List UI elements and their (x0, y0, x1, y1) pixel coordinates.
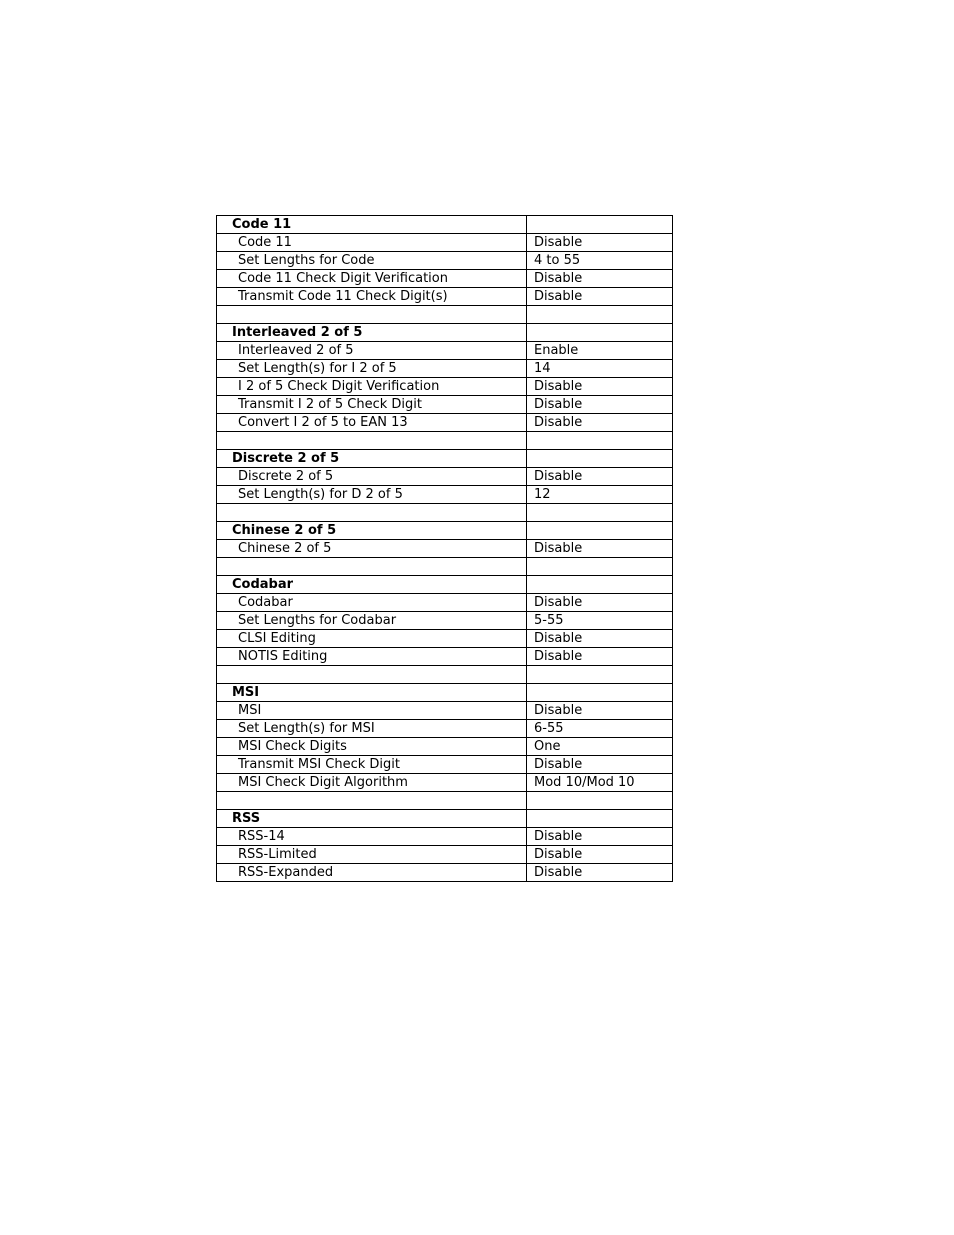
parameter-default: Enable (527, 342, 673, 360)
section-title-value-cell (527, 216, 673, 234)
table-row (217, 414, 673, 432)
parameter-default: Disable (527, 270, 673, 288)
section-heading-row-chinese-2-of-5 (217, 522, 673, 540)
empty-cell (527, 666, 673, 684)
parameter-name: CLSI Editing (217, 630, 527, 648)
empty-cell (527, 306, 673, 324)
parameter-name: Set Length(s) for MSI (217, 720, 527, 738)
empty-cell (217, 504, 527, 522)
empty-cell (527, 504, 673, 522)
empty-cell (217, 792, 527, 810)
parameter-name: MSI Check Digit Algorithm (217, 774, 527, 792)
table-row (217, 468, 673, 486)
parameter-default: Disable (527, 828, 673, 846)
parameter-name: Code 11 Check Digit Verification (217, 270, 527, 288)
section-heading-row-msi (217, 684, 673, 702)
parameter-default: Disable (527, 468, 673, 486)
table-row (217, 288, 673, 306)
parameter-name: Convert I 2 of 5 to EAN 13 (217, 414, 527, 432)
parameter-name: I 2 of 5 Check Digit Verification (217, 378, 527, 396)
empty-cell (217, 432, 527, 450)
parameter-default: 4 to 55 (527, 252, 673, 270)
section-title: Chinese 2 of 5 (217, 522, 527, 540)
section-title: Interleaved 2 of 5 (217, 324, 527, 342)
parameter-default: Disable (527, 540, 673, 558)
table-row (217, 702, 673, 720)
section-title-value-cell (527, 522, 673, 540)
parameter-name: Chinese 2 of 5 (217, 540, 527, 558)
table-row (217, 756, 673, 774)
section-heading-row-code-11 (217, 216, 673, 234)
parameter-name: Set Lengths for Code (217, 252, 527, 270)
parameter-default: Disable (527, 648, 673, 666)
parameter-name: Set Length(s) for I 2 of 5 (217, 360, 527, 378)
parameter-default: Disable (527, 864, 673, 882)
section-title-value-cell (527, 450, 673, 468)
parameter-name: MSI Check Digits (217, 738, 527, 756)
symbology-defaults-table (216, 215, 673, 882)
section-title-value-cell (527, 810, 673, 828)
section-title: Codabar (217, 576, 527, 594)
parameter-default: Disable (527, 630, 673, 648)
parameter-name: NOTIS Editing (217, 648, 527, 666)
table-row (217, 486, 673, 504)
parameter-name: Set Length(s) for D 2 of 5 (217, 486, 527, 504)
parameter-default: Disable (527, 702, 673, 720)
section-title: Code 11 (217, 216, 527, 234)
table-body (217, 216, 673, 882)
parameter-default: One (527, 738, 673, 756)
table-row (217, 774, 673, 792)
parameter-default: Disable (527, 288, 673, 306)
section-title-value-cell (527, 576, 673, 594)
table-row (217, 612, 673, 630)
parameter-default: 12 (527, 486, 673, 504)
table-row (217, 738, 673, 756)
spacer-row (217, 432, 673, 450)
parameter-default: Disable (527, 594, 673, 612)
table-row (217, 594, 673, 612)
parameter-default: 14 (527, 360, 673, 378)
section-heading-row-interleaved-2-of-5 (217, 324, 673, 342)
empty-cell (217, 666, 527, 684)
parameter-default: Disable (527, 846, 673, 864)
table-row (217, 360, 673, 378)
table-row (217, 234, 673, 252)
parameter-name: RSS-14 (217, 828, 527, 846)
parameter-name: RSS-Limited (217, 846, 527, 864)
parameter-name: Interleaved 2 of 5 (217, 342, 527, 360)
table-row (217, 396, 673, 414)
table-row (217, 648, 673, 666)
spacer-row (217, 306, 673, 324)
table-row (217, 630, 673, 648)
table-row (217, 342, 673, 360)
parameter-name: Transmit Code 11 Check Digit(s) (217, 288, 527, 306)
section-heading-row-codabar (217, 576, 673, 594)
section-title: RSS (217, 810, 527, 828)
section-title: MSI (217, 684, 527, 702)
parameter-default: Disable (527, 414, 673, 432)
empty-cell (527, 558, 673, 576)
empty-cell (527, 432, 673, 450)
parameter-name: MSI (217, 702, 527, 720)
parameter-default: Disable (527, 756, 673, 774)
table-row (217, 846, 673, 864)
parameter-name: Codabar (217, 594, 527, 612)
parameter-default: Mod 10/Mod 10 (527, 774, 673, 792)
empty-cell (217, 306, 527, 324)
spacer-row (217, 558, 673, 576)
parameter-name: Transmit MSI Check Digit (217, 756, 527, 774)
table-row (217, 270, 673, 288)
parameter-name: Code 11 (217, 234, 527, 252)
parameter-default: 5-55 (527, 612, 673, 630)
table-row (217, 378, 673, 396)
spacer-row (217, 792, 673, 810)
section-heading-row-discrete-2-of-5 (217, 450, 673, 468)
table-row (217, 720, 673, 738)
section-title-value-cell (527, 324, 673, 342)
parameter-default: Disable (527, 378, 673, 396)
section-title: Discrete 2 of 5 (217, 450, 527, 468)
empty-cell (527, 792, 673, 810)
section-title-value-cell (527, 684, 673, 702)
table-row (217, 864, 673, 882)
spacer-row (217, 504, 673, 522)
spacer-row (217, 666, 673, 684)
parameter-name: Set Lengths for Codabar (217, 612, 527, 630)
parameter-name: RSS-Expanded (217, 864, 527, 882)
empty-cell (217, 558, 527, 576)
parameter-name: Discrete 2 of 5 (217, 468, 527, 486)
parameter-name: Transmit I 2 of 5 Check Digit (217, 396, 527, 414)
parameter-default: 6-55 (527, 720, 673, 738)
parameter-default: Disable (527, 396, 673, 414)
section-heading-row-rss (217, 810, 673, 828)
parameter-default: Disable (527, 234, 673, 252)
table-row (217, 828, 673, 846)
table-row (217, 540, 673, 558)
table-row (217, 252, 673, 270)
